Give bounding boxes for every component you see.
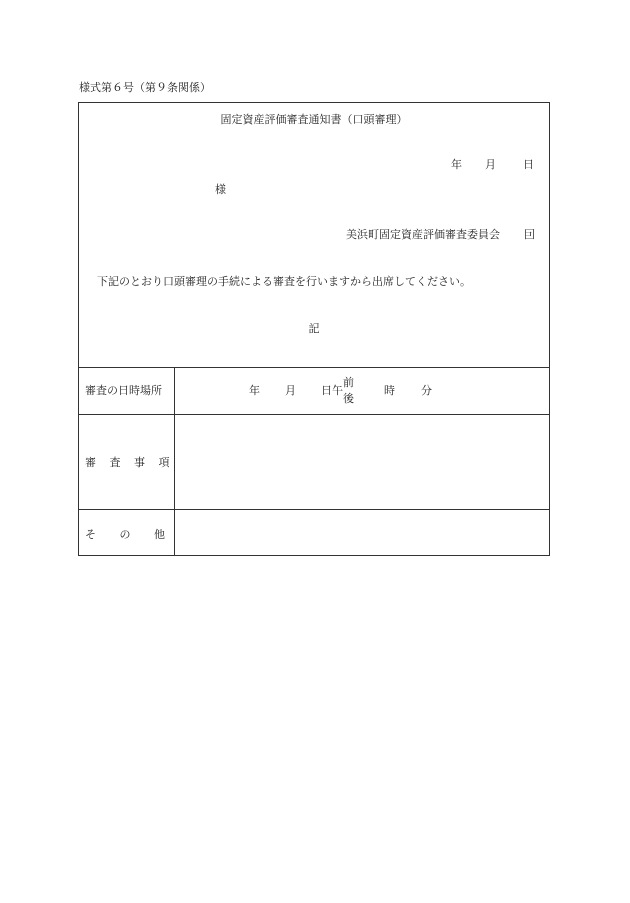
subject-label-text: 審 査 事 項 xyxy=(85,456,175,469)
am-pm-selector xyxy=(343,375,357,407)
am-label: 前 xyxy=(343,376,354,389)
hearing-minute-label: 分 xyxy=(421,384,432,397)
addressee-suffix: 様 xyxy=(215,183,226,196)
row-divider-1 xyxy=(79,414,549,415)
seal-mark: 囙 xyxy=(524,228,535,241)
notice-form xyxy=(78,102,550,556)
table-top-divider xyxy=(79,367,549,368)
committee-name: 美浜町固定資産評価審査委員会 xyxy=(346,228,500,241)
other-label-text: そ の 他 xyxy=(85,528,165,541)
form-number: 様式第６号（第９条関係） xyxy=(79,81,211,94)
document-title: 固定資産評価審査通知書（口頭審理） xyxy=(220,113,408,126)
hearing-year-label: 年 xyxy=(249,384,260,397)
date-year-label: 年 xyxy=(451,158,462,171)
notice-body-text: 下記のとおり口頭審理の手続による審査を行いますから出席してください。 xyxy=(97,275,471,288)
row-label-other xyxy=(85,529,165,540)
pm-label: 後 xyxy=(343,391,354,405)
date-month-label: 月 xyxy=(485,158,496,171)
row-label-datetime-place: 審査の日時場所 xyxy=(85,384,162,397)
hearing-hour-label: 時 xyxy=(384,384,395,397)
ki-heading: 記 xyxy=(308,322,320,335)
date-day-label: 日 xyxy=(523,158,534,171)
row-label-subject xyxy=(85,457,175,468)
row-divider-2 xyxy=(79,509,549,510)
hearing-month-label: 月 xyxy=(285,384,296,397)
hearing-day-label: 日午 xyxy=(321,384,343,397)
